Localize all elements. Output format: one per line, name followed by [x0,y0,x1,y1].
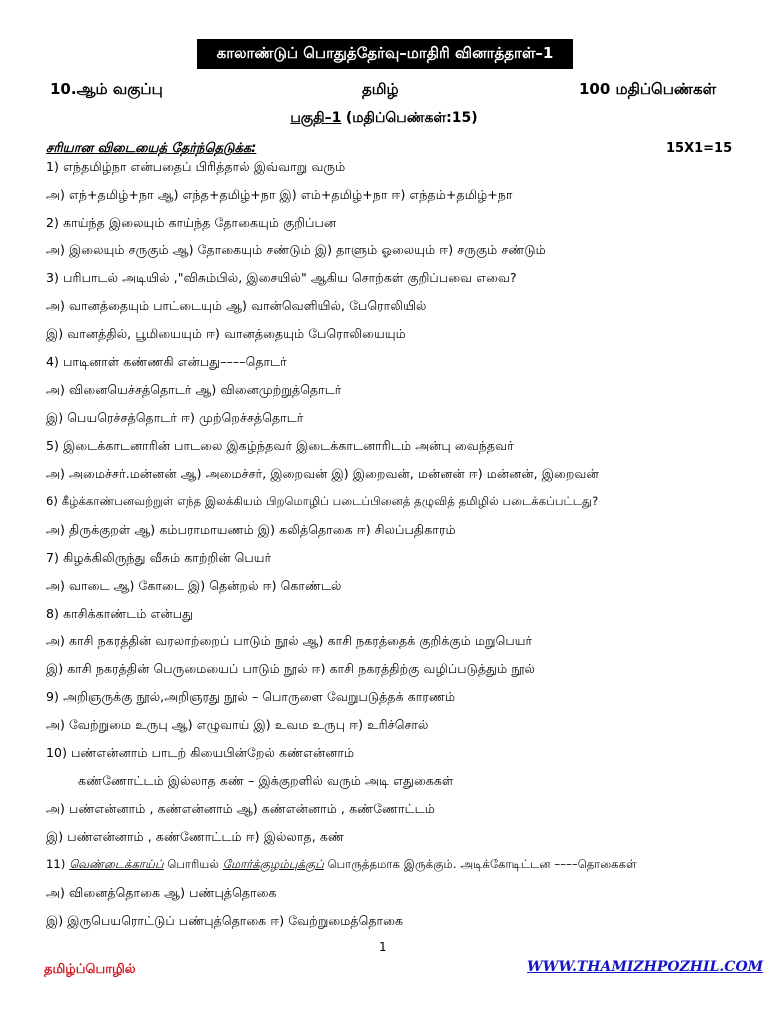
section-heading [0,110,768,128]
footer-brand: தமிழ்ப்பொழில் [44,962,136,977]
option-line: அ) இலையும் சருகும் ஆ) தோகையும் சண்டும் இ) தாளும் ஓலையும் ஈ) சருகும் சண்டும் [46,242,546,257]
option-line: அ) வானத்தையும் பாட்டையும் ஆ) வான்வெளியில், பேரொலியில் [46,298,427,313]
option-line: இ) காசி நகரத்தின் பெருமையைப் பாடும் நூல் ஈ) காசி நகரத்திற்கு வழிப்படுத்தும் நூல் [46,661,536,676]
instruction-text: சரியான விடையைத் தேர்ந்தெடுக்க: [46,141,257,156]
option-line: இ) பண்என்னாம் , கண்ணோட்டம் ஈ) இல்லாத, கண் [46,829,344,844]
question-line: 4) பாடினாள் கண்ணகி என்பது––––தொடர் [46,354,287,369]
exam-title-banner: காலாண்டுப் பொதுத்தேர்வு–மாதிரி வினாத்தாள்–1 [197,39,573,69]
page-number: 1 [379,940,387,954]
option-line: இ) வானத்தில், பூமியையும் ஈ) வானத்தையும் பேரொலியையும் [46,326,406,341]
question-line: 10) பண்என்னாம் பாடற் கியைபின்றேல் கண்என்னாம் [46,745,355,760]
class-label: 10.ஆம் வகுப்பு [50,80,163,98]
option-line: அ) வினையெச்சத்தொடர் ஆ) வினைமுற்றுத்தொடர் [46,382,342,397]
q11-mid: பொரியல் [163,857,223,871]
section-marks: (மதிப்பெண்கள்:15) [345,110,478,126]
q11-suffix: பொருத்தமாக இருக்கும். அடிக்கோடிட்டன ––––தொகைகள் [323,857,637,871]
option-line: அ) பண்என்னாம் , கண்என்னாம் ஆ) கண்என்னாம் , கண்ணோட்டம் [46,801,435,816]
option-line: அ) அமைச்சர்.மன்னன் ஆ) அமைச்சர், இறைவன் இ) இறைவன், மன்னன் ஈ) மன்னன், இறைவன் [46,466,599,481]
question-line: கண்ணோட்டம் இல்லாத கண் – இக்குறளில் வரும் அடி எதுகைகள் [78,773,454,788]
option-line: அ) வேற்றுமை உருபு ஆ) எழுவாய் இ) உவம உருபு ஈ) உரிச்சொல் [46,717,429,732]
total-marks-label: 100 மதிப்பெண்கள் [579,80,717,98]
question-line: 8) காசிக்காண்டம் என்பது [46,606,194,621]
q11-underlined-term: வெண்டைக்காய்ப் [69,857,164,871]
question-line: 2) காய்ந்த இலையும் காய்ந்த தோகையும் குறிப்பன [46,215,337,230]
score-scheme: 15X1=15 [666,141,733,156]
question-line: 7) கிழக்கிலிருந்து வீசும் காற்றின் பெயர் [46,550,272,565]
question-line: 9) அறிஞருக்கு நூல்,அறிஞரது நூல் – பொருளை வேறுபடுத்தக் காரணம் [46,689,456,704]
option-line: அ) திருக்குறள் ஆ) கம்பராமாயணம் இ) கலித்தொகை ஈ) சிலப்பதிகாரம் [46,522,456,537]
subject-label: தமிழ் [362,80,399,98]
option-line: அ) காசி நகரத்தின் வரலாற்றைப் பாடும் நூல் ஆ) காசி நகரத்தைக் குறிக்கும் மறுபெயர் [46,633,533,648]
question-line: 5) இடைக்காடனாரின் பாடலை இகழ்ந்தவர் இடைக்காடனாரிடம் அன்பு வைந்தவர் [46,438,514,453]
exam-meta-row [0,80,768,102]
section-name: பகுதி–1 [290,110,342,126]
option-line: அ) வினைத்தொகை ஆ) பண்புத்தொகை [46,885,277,900]
option-line: அ) எந்+தமிழ்+நா ஆ) எந்த+தமிழ்+நா இ) எம்+தமிழ்+நா ஈ) எந்தம்+தமிழ்+நா [46,187,513,202]
footer-website-link[interactable]: WWW.THAMIZHPOZHIL.COM [527,959,764,975]
q11-underlined-term: மோர்க்குழம்புக்குப் [222,857,324,871]
question-line: 3) பரிபாடல் அடியில் ,"விசும்பில், இசையில்" ஆகிய சொற்கள் குறிப்பவை எவை? [46,270,517,285]
question-line-11 [46,857,637,873]
option-line: அ) வாடை ஆ) கோடை இ) தென்றல் ஈ) கொண்டல் [46,578,342,593]
question-line: 1) எந்தமிழ்நா என்பதைப் பிரித்தால் இவ்வாறு வரும் [46,159,346,174]
option-line: இ) இருபெயரொட்டுப் பண்புத்தொகை ஈ) வேற்றுமைத்தொகை [46,913,404,928]
question-line: 6) கீழ்க்காண்பனவற்றுள் எந்த இலக்கியம் பிறமொழிப் படைப்பினைத் தழுவித் தமிழில் படைக்கப்பட்டது? [46,494,599,508]
q11-prefix: 11) [46,857,70,871]
option-line: இ) பெயரெச்சத்தொடர் ஈ) முற்றெச்சத்தொடர் [46,410,304,425]
